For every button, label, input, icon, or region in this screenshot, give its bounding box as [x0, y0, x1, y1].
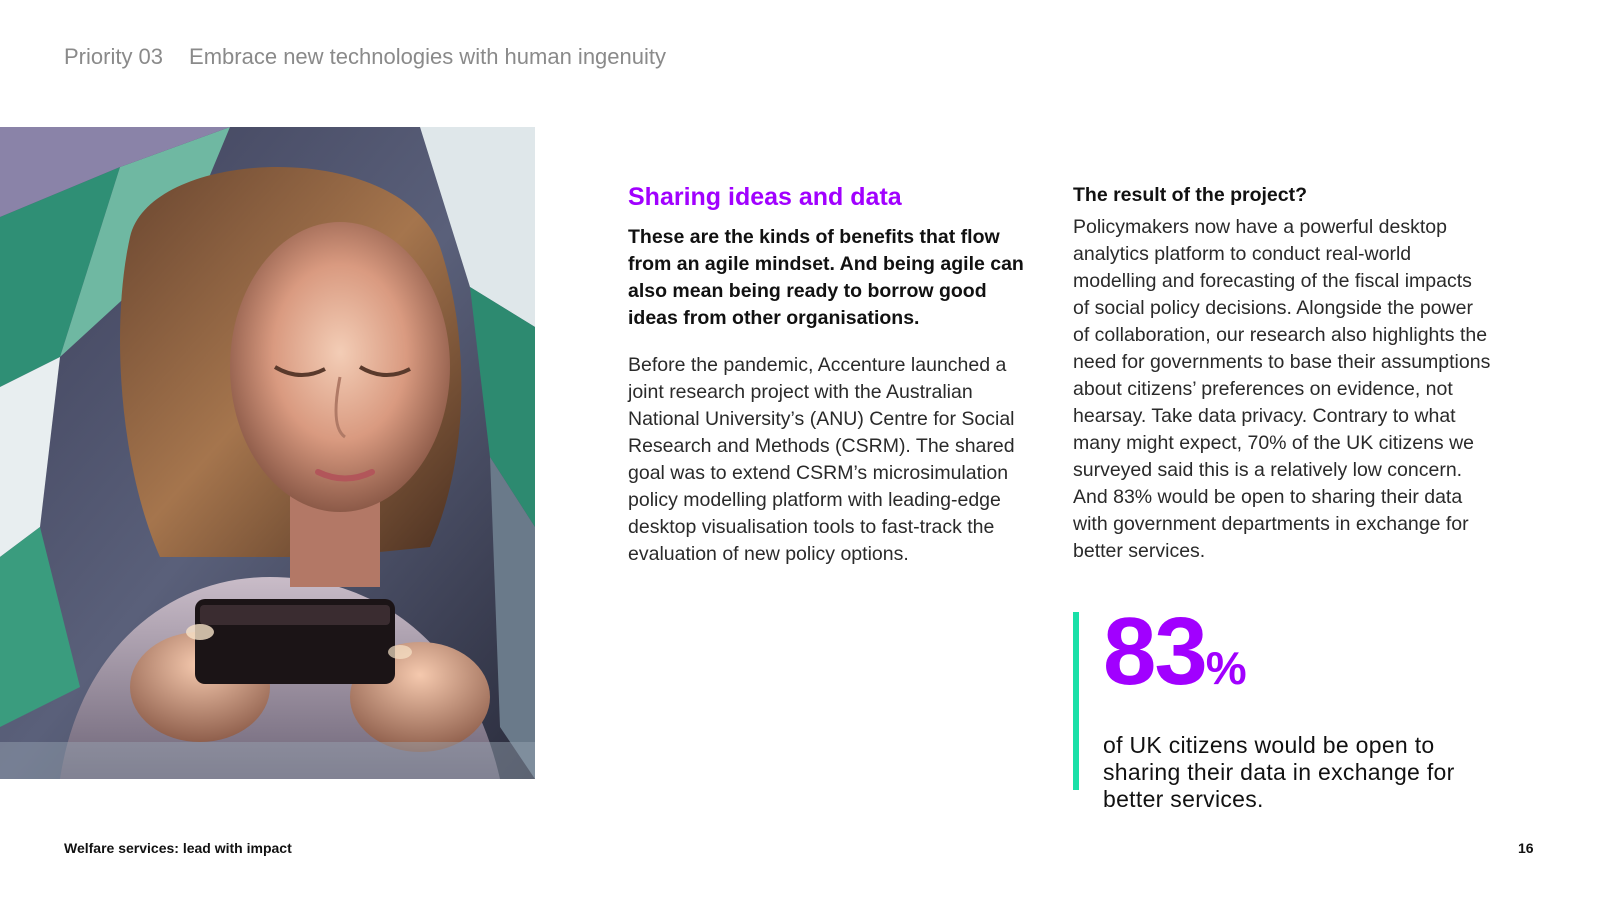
page-header: [64, 44, 666, 70]
sharing-ideas-title: Sharing ideas and data: [628, 183, 902, 211]
page-number: 16: [1518, 840, 1534, 856]
stat-value: 83: [1103, 598, 1206, 705]
sharing-ideas-body: Before the pandemic, Accenture launched a joint research project with the Australian National University’s (ANU) Centre for Social Research and Methods (CSRM). The shared goal was to extend CSRM’s microsimulation policy modelling platform with leading-edge desktop visualisation tools to fast-track the evaluation of new policy options.: [628, 354, 1015, 565]
girl-with-phone-photo: [0, 127, 535, 779]
stat-unit: %: [1205, 642, 1247, 694]
project-result-title: The result of the project?: [1073, 184, 1308, 206]
project-result-body: Policymakers now have a powerful desktop analytics platform to conduct real-world modelling and forecasting of the fiscal impacts of social policy decisions. Alongside the power of collaboration, our research also highlights the need for governments to base their assumptions about citizens’ preferences on evidence, not hearsay. Take data privacy. Contrary to what many might expect, 70% of the UK citizens we surveyed said this is a relatively low concern. And 83% would be open to sharing their data with government departments in exchange for better services.: [1073, 216, 1491, 562]
footer-title: Welfare services: lead with impact: [64, 840, 292, 856]
priority-title: Embrace new technologies with human ingenuity: [189, 44, 666, 69]
project-result-column: [1073, 180, 1493, 565]
stat-callout: [1073, 598, 1503, 812]
sharing-ideas-column: [628, 180, 1038, 568]
priority-label: Priority 03: [64, 44, 164, 69]
stat-caption: of UK citizens would be open to sharing their data in exchange for better services.: [1103, 732, 1455, 812]
sharing-ideas-lead: These are the kinds of benefits that flow from an agile mindset. And being agile can also mean being ready to borrow good ideas from other organisations.: [628, 226, 1024, 329]
stat-number: [1103, 598, 1503, 716]
